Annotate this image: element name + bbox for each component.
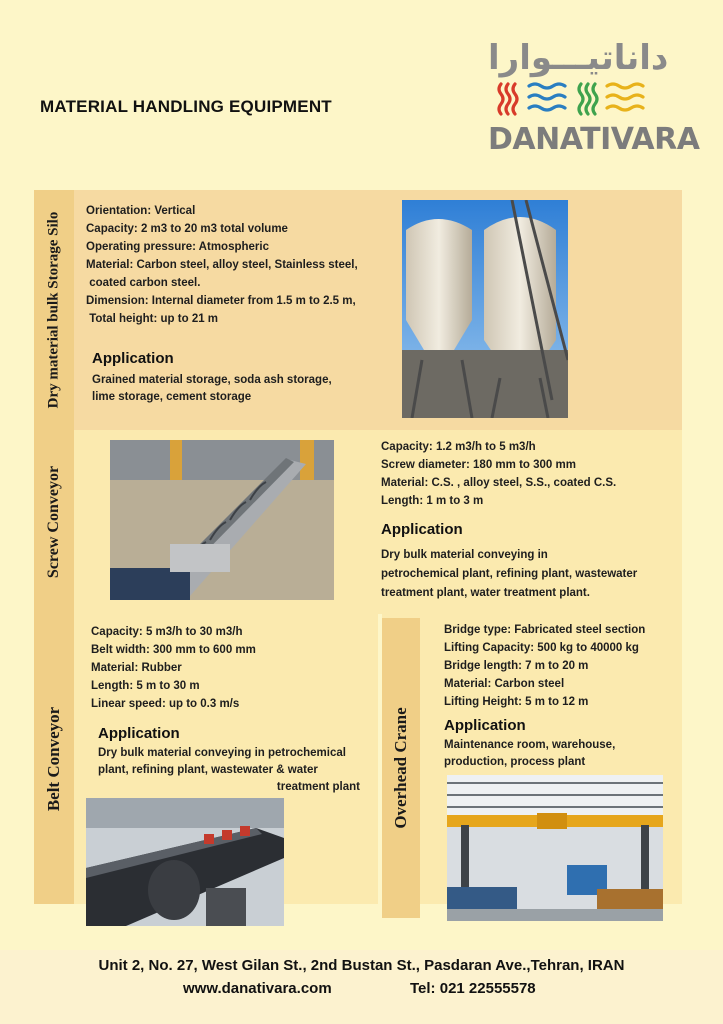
overhead-crane-photo (447, 775, 663, 921)
crane-application-heading: Application (444, 717, 526, 734)
screw-application-text (381, 546, 637, 603)
crane-side-label (382, 618, 420, 918)
spec-line: Material: Carbon steel, alloy steel, Stainless steel, (86, 259, 358, 271)
spec-line: Material: Rubber (91, 662, 182, 674)
screw-specs (381, 438, 616, 510)
spec-line: Material: C.S. , alloy steel, S.S., coated C.S. (381, 477, 617, 489)
silo-application-text (92, 372, 332, 406)
app-line: plant, refining plant, wastewater & water (98, 764, 318, 776)
belt-side-label (34, 614, 74, 904)
spec-line: Length: 5 m to 30 m (91, 680, 200, 692)
screw-label: Screw Conveyor (45, 465, 62, 579)
app-line: Dry bulk material conveying in (381, 549, 548, 561)
spec-line: Bridge type: Fabricated steel section (444, 624, 646, 636)
screw-application-heading: Application (381, 521, 463, 538)
silo-photo (402, 200, 568, 418)
app-line: treatment plant, water treatment plant. (381, 587, 590, 599)
logo-latin-text: DANATIVARA (488, 122, 700, 157)
spec-line: Screw diameter: 180 mm to 300 mm (381, 459, 576, 471)
belt-label: Belt Conveyor (44, 706, 63, 812)
screw-conveyor-photo (110, 440, 334, 600)
spec-line: Dimension: Internal diameter from 1.5 m to 2.5 m, (86, 295, 356, 307)
spec-line: Belt width: 300 mm to 600 mm (91, 644, 256, 656)
spec-line: Lifting Capacity: 500 kg to 40000 kg (444, 642, 639, 654)
spec-line: coated carbon steel. (86, 277, 201, 289)
footer-website-link[interactable]: www.danativara.com (183, 980, 332, 997)
silo-label: Dry material bulk Storage Silo (45, 211, 62, 409)
footer-telephone: Tel: 021 22555578 (410, 980, 536, 997)
spec-line: Capacity: 2 m3 to 20 m3 total volume (86, 223, 288, 235)
screw-side-label (34, 430, 74, 614)
spec-line: Material: Carbon steel (444, 678, 565, 690)
footer-address: Unit 2, No. 27, West Gilan St., 2nd Bustan St., Pasdaran Ave.,Tehran, IRAN (98, 957, 625, 974)
spec-line: Operating pressure: Atmospheric (86, 241, 269, 253)
spec-line: Length: 1 m to 3 m (381, 495, 484, 507)
company-logo (488, 38, 700, 160)
page-title: MATERIAL HANDLING EQUIPMENT (40, 97, 332, 116)
app-line: petrochemical plant, refining plant, wastewater (381, 568, 638, 580)
app-line: Maintenance room, warehouse, (444, 739, 616, 751)
spec-line: Capacity: 5 m3/h to 30 m3/h (91, 626, 243, 638)
app-line: lime storage, cement storage (92, 391, 252, 403)
app-line: production, process plant (444, 756, 586, 768)
app-line: treatment plant (276, 781, 360, 793)
spec-line: Orientation: Vertical (86, 205, 196, 217)
crane-label: Overhead Crane (391, 707, 410, 829)
crane-specs (444, 621, 645, 711)
silo-side-label (34, 190, 74, 430)
spec-line: Capacity: 1.2 m3/h to 5 m3/h (381, 441, 536, 453)
spec-line: Bridge length: 7 m to 20 m (444, 660, 589, 672)
spec-line: Lifting Height: 5 m to 12 m (444, 696, 589, 708)
belt-conveyor-photo (86, 798, 284, 926)
crane-application-text (444, 737, 615, 771)
belt-application-heading: Application (98, 725, 180, 742)
spec-line: Linear speed: up to 0.3 m/s (91, 698, 240, 710)
silo-specs (86, 202, 358, 328)
app-line: Dry bulk material conveying in petrochemical (98, 747, 346, 759)
spec-line: Total height: up to 21 m (86, 313, 219, 325)
logo-arabic-text: داناتیـــوارا (488, 38, 669, 78)
belt-application-text (98, 745, 360, 796)
belt-specs (91, 623, 256, 713)
silo-application-heading: Application (92, 350, 174, 367)
logo-waves-icon (493, 80, 653, 120)
app-line: Grained material storage, soda ash storage, (92, 374, 332, 386)
